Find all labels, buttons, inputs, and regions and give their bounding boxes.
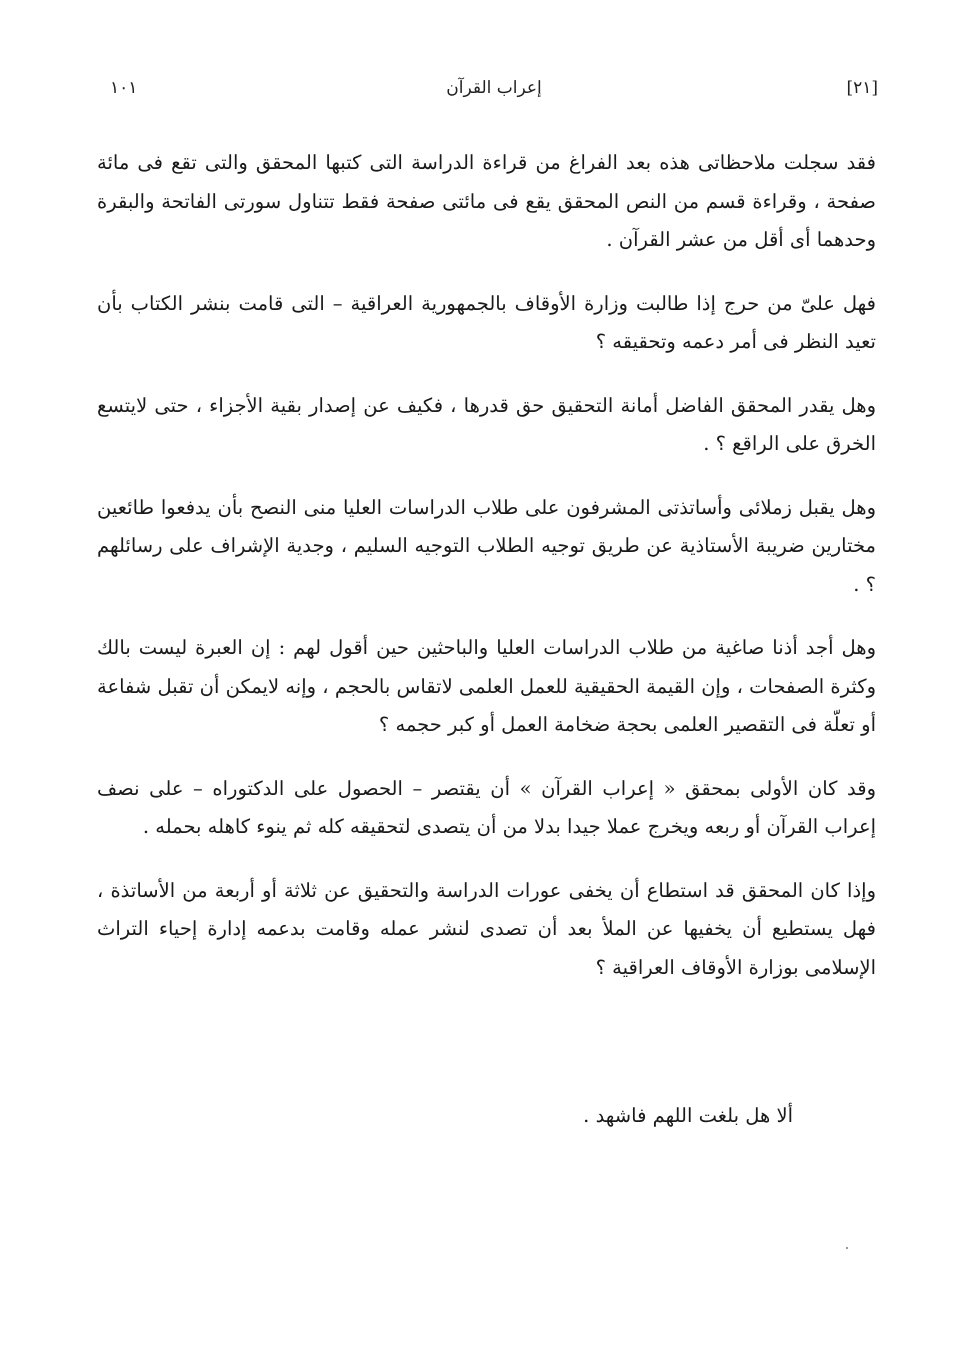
closing-line: ألا هل بلغت اللهم فاشهد . <box>583 1104 793 1127</box>
paragraph: وهل يقبل زملائى وأساتذتى المشرفون على طلاب الدراسات العليا منى النصح بأن يدفعوا طائعين مختارين ضريبة الأستاذية عن طريق توجيه الطلاب التوجيه السليم ، وجدية الإشراف على رسائلهم ؟ . <box>97 495 876 596</box>
paragraph: وهل أجد أذنا صاغية من طلاب الدراسات العليا والباحثين حين أقول لهم : إن العبرة ليست بالك وكثرة الصفحات ، وإن القيمة الحقيقية للعمل العلمى لاتقاس بالحجم ، وإنه لايمكن أن تقبل شفاعة أو تعلّة فى التقصير العلمى بحجة ضخامة العمل أو كبر حجمه ؟ <box>97 636 876 736</box>
paragraph: وقد كان الأولى بمحقق « إعراب القرآن » أن يقتصر – الحصول على الدكتوراه – على نصف إعراب القرآن أو ربعه ويخرج عملا جيدا بدلا من أن يتصدى لتحقيقه كله ثم ينوء كاهله بحمله . <box>97 776 876 838</box>
paragraph: وإذا كان المحقق قد استطاع أن يخفى عورات الدراسة والتحقيق عن ثلاثة أو أربعة من الأساتذة ، فهل يستطيع أن يخفيها عن الملأ بعد أن تصدى لنشر عمله وقامت بدعمه إدارة إحياء التراث الإسلامى بوزارة الأوقاف العراقية ؟ <box>97 878 876 979</box>
page-number: ١٠١ <box>110 78 138 98</box>
paragraph: وهل يقدر المحقق الفاضل أمانة التحقيق حق قدرها ، فكيف عن إصدار بقية الأجزاء ، حتى لايتسع الخرق على الراقع ؟ . <box>97 393 876 455</box>
paragraph: فهل علىّ من حرج إذا طالبت وزارة الأوقاف بالجمهورية العراقية – التى قامت بنشر الكتاب بأن تعيد النظر فى أمر دعمه وتحقيقه ؟ <box>97 291 876 353</box>
section-marker: [٢١] <box>846 78 878 98</box>
page-header <box>110 78 878 106</box>
body-text <box>97 144 876 1012</box>
paragraph: فقد سجلت ملاحظاتى هذه بعد الفراغ من قراءة الدراسة التى كتبها المحقق والتى تقع فى مائة صفحة ، وقراءة قسم من النص المحقق يقع فى مائتى صفحة فقط تتناول سورتى الفاتحة والبقرة وحدهما أى أقل من عشر القرآن . <box>97 151 876 251</box>
running-title: إعراب القرآن <box>446 78 542 98</box>
scan-speck <box>846 1247 848 1249</box>
